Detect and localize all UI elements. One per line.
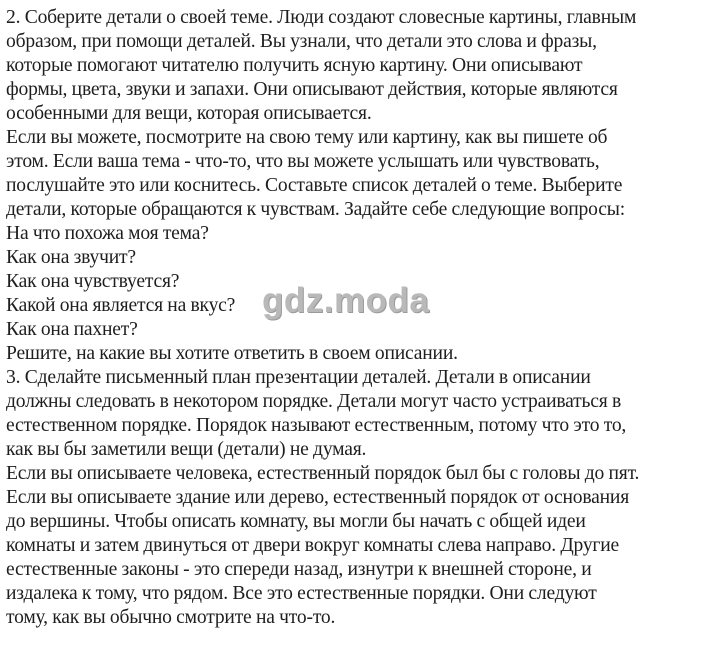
- text-line: Какой она является на вкус?: [6, 295, 236, 316]
- text-line: издалека к тому, что рядом. Все это естественные порядки. Они следуют: [6, 583, 597, 604]
- text-line: Как она звучит?: [6, 247, 136, 268]
- text-line: 3. Сделайте письменный план презентации деталей. Детали в описании: [6, 367, 591, 388]
- text-line: образом, при помощи деталей. Вы узнали, что детали это слова и фразы,: [6, 31, 597, 52]
- text-line: формы, цвета, звуки и запахи. Они описывают действия, которые являются: [6, 79, 618, 100]
- text-line: естественные законы - это спереди назад, изнутри к внешней стороне, и: [6, 559, 592, 580]
- text-line: Если вы можете, посмотрите на свою тему или картину, как вы пишете об: [6, 127, 608, 148]
- text-line: Как она чувствуется?: [6, 271, 180, 292]
- text-line: тому, как вы обычно смотрите на что-то.: [6, 607, 336, 628]
- text-line: как вы бы заметили вещи (детали) не думая.: [6, 439, 367, 460]
- text-line: Если вы описываете здание или дерево, естественный порядок от основания: [6, 487, 630, 508]
- text-line: На что похожа моя тема?: [6, 223, 209, 244]
- text-line: должны следовать в некотором порядке. Детали могут часто устраиваться в: [6, 391, 622, 412]
- text-line: детали, которые обращаются к чувствам. Задайте себе следующие вопросы:: [6, 199, 625, 220]
- text-line: комнаты и затем двинуться от двери вокруг комнаты слева направо. Другие: [6, 535, 620, 556]
- text-line: Решите, на какие вы хотите ответить в своем описании.: [6, 343, 458, 364]
- text-line: 2. Соберите детали о своей теме. Люди создают словесные картины, главным: [6, 7, 637, 28]
- watermark-logo: gdz.moda: [262, 281, 430, 320]
- text-line: особенными для вещи, которая описывается.: [6, 103, 372, 124]
- text-line: которые помогают читателю получить ясную картину. Они описывают: [6, 55, 583, 76]
- text-line: Как она пахнет?: [6, 319, 138, 340]
- text-line: Если вы описываете человека, естественный порядок был бы с головы до пят.: [6, 463, 640, 484]
- text-line: до вершины. Чтобы описать комнату, вы могли бы начать с общей идеи: [6, 511, 586, 532]
- text-line: естественном порядке. Порядок называют естественным, потому что это то,: [6, 415, 627, 436]
- text-line: послушайте это или коснитесь. Составьте список деталей о теме. Выберите: [6, 175, 623, 196]
- text-line: этом. Если ваша тема - что-то, что вы можете услышать или чувствовать,: [6, 151, 600, 172]
